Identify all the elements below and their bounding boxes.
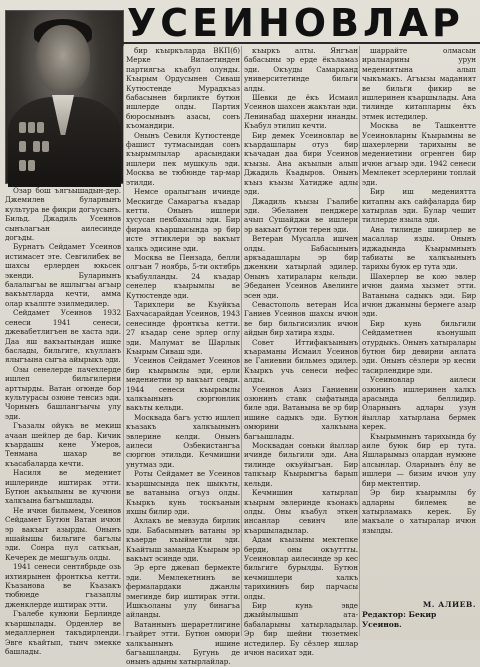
paragraph: Ана тилинде шиирлер ве масаллар язды. Онынъ иджадында Къырымнынъ табиаты ве халкъынынъ тарихы буюк ер тута эди. bbox=[362, 224, 476, 272]
paragraph: Совет Иттифакъынынъ къараманы Исмаил Усеинов ве Ганиевни бильмез эдилер. Къыркъ учь сенеси нефес алды. bbox=[244, 337, 358, 385]
paragraph: Тарихлери ве Къуйкъа Бахчасарайдан Усеинов, 1943 сенесинде фронткъа кетти. 27 къадар сене эрлер оглу эди. Малумат ве Шарлык Къырым Сиваш эди. bbox=[126, 299, 240, 356]
photo-face bbox=[36, 25, 90, 93]
paragraph: Москвада багъ устю ишлеп къазакъ халкъынынъ эвлерине келди. Онынъ аилеси Озбекистангъа сюргюн этильди. Кечмишни унутмаз эди. bbox=[126, 412, 240, 469]
author-signature: М. АЛИЕВ. bbox=[422, 600, 476, 609]
paragraph: Ахлакъ ве мевзуда бирлик эди. Бабасынынъ ватаны эр къаерде къыйметли эди. Къайтыш заманда Къырым эр вакъыт эсинде эди. bbox=[126, 516, 240, 563]
article-column-1 bbox=[5, 186, 121, 656]
editor-line: Редактор: Бекир Усеинов. bbox=[362, 610, 437, 629]
paragraph: 1941 сенеси сентябрьде озь ихтиярынен фронткъа кетти. Къазанова ве Къазакъ тюбюнде гъазаплы дженклерде иштирак этти. bbox=[5, 562, 121, 609]
paragraph: Усеинов Сейдамет Усеинов бир къырымлы эди, ерли медениетни эр вакъыт севди. 1944 сенеси къырымлы халкъынынъ сюргюнлик вакъты кельди. bbox=[126, 356, 240, 413]
paragraph: Гъалебе кунюни Берлинде къаршылады. Орденлер ве медаллернен такъдирленди. Эвге къайтып, тынч эмекке башлады. bbox=[5, 609, 121, 656]
paragraph: Озы сенелерде пачехлерде ишлеп бильгилерни арттырды. Ватан огюнде бор культурасы озюне тенсиз эди. Чорнынъ башлангъычы улу эди. bbox=[5, 364, 121, 421]
article-column-2 bbox=[126, 46, 240, 667]
paragraph: Усеинов Азиз Ганиевни озюнинъ ставк сыфатында биле эди. Ватанына ве эр бир ишине садыкъ эди. Бутюн омюрини халкъына багъышлады. bbox=[244, 384, 358, 441]
article-column-3 bbox=[244, 46, 358, 657]
paragraph: Шахерлер ве кою эвлер ичюн даима хызмет этти. Ватанына садыкъ эди. Бир ичюн джаныны бермеге азыр эди. bbox=[362, 271, 476, 319]
paragraph: Бир демек Усеиновлар ве къардашлары отуз бир къачадан даа бири Усеинов къызы. Ана акъылын алып Джадиль Къадыров. Онынъ къыз къызы Хатидже адлы эди. bbox=[244, 130, 358, 197]
paragraph: Ватаннынъ шераретлигине гъайрет этти. Бутюн омюри халкъынынъ ишине багъышланды. Бугунь де онынъ адыны хатырлайлар. bbox=[126, 619, 240, 667]
paragraph: Москва ве Ташкентте Усеиновларны Къырымны ве шахерлерни тарихыны ве медениетини огренген бир ичюн агъыр эди. 1942 сенеси Мемлекет эсерлерини топлай эди. bbox=[362, 121, 476, 187]
paragraph: Москвадан соньки йыллар ичинде бильгили эди. Ана тилинде окъуйыгъан. Бир тапкъыр Къырымгъа барып кельди. bbox=[244, 441, 358, 488]
paragraph: Бурнатъ Сейдамет Усеинов истимасет эте. Севгилибек ве шахсы ерлерден юкьсек экенди. Буларнынъ балалыгъы ве яшлыгъы агъыр вакъытларда кечти, амма олар къалпте эзилмедилер. bbox=[5, 242, 121, 308]
paragraph: Насиля ве медениет ишлеринде иштирак этти. Бутюн акъылыны ве кучюни халкъына багъышлады. bbox=[5, 468, 121, 506]
paragraph: Усеиновлар аилеси озюнинъ ишлеринен халкъ арасында беллидир. Оларнынъ адлары узун йыллар хатырлана бермек керек. bbox=[362, 375, 476, 432]
headline: УСЕИНОВЛАР bbox=[127, 1, 464, 45]
paragraph: Эр ерге джевап бермекте эди. Мемлекетнинъ ве фермалардаки джанлы эмегинде бир иштирак этти. Ишкъоланы улу бинагъа айланды. bbox=[126, 563, 240, 620]
paragraph: Къырымнынъ тарихында бу аиле буюк бир ер тута. Яшларымыз олардан нумюне алсынлар. Оларнынъ ёлу ве ишлери — бизим ичюн улу бир мектептир. bbox=[362, 431, 476, 488]
paragraph: Москва ве Пензада, белли олгъан 7 ноябрь, 5-ти октябрь къабулланды. 24 къадар сенелер къырымлы ве Кутюстенде эди. bbox=[126, 252, 240, 300]
paragraph: Гъазалы ойукъ ве мекиш ачаан шейлер де бар. Кичик къардашы кене Умеров, Тенмана шахар ве къасабаларда кечти. bbox=[5, 421, 121, 468]
paragraph: Немсе оралыгъын ичинде Мескигде Самарагъа къадар кетти. Онынъ ишлери хусусан пекбахылы эди. Бир фирма къаршысында эр бир исте эттиклери эр вакъыт халкъ эдисине эди. bbox=[126, 187, 240, 253]
paragraph: Бир иш медениятта китапны акъ сайфаларда бир хатырлав эди. Булар чешит тиллерде языла эди. bbox=[362, 187, 476, 225]
paragraph: Роты Сейдамет ве Усеинов къаршысында пек шыкъты, ве ватанына огъуз олды. Къыркъ кунь тоскъанын яхшы билир эди. bbox=[126, 469, 240, 516]
paragraph: Бир кунь эвде джыйылышып ата-бабаларыны хатырладылар. Эр бир шейни тюзетмек истедилер. Бу сёзлер яшлар ичюн насихат эди. bbox=[244, 600, 358, 657]
paragraph: Шевки де ёкъ Исмаил Усеинов шахсен жакътан эди. Ленинабад шахерни инанды. Къабул этилип кечти. bbox=[244, 93, 358, 131]
paragraph: бир къыркъларда ВКП(б) Мерке Вилаетинден партиягъа къабул олунды. Къырым Ордусынен Сиваш Кутюстенде Мурадкъаз бабасынен бирликте бутюн ишлерде олды. Партия бюросынынъ азасы, сонъ къомандири. bbox=[126, 46, 240, 131]
medals-icon bbox=[18, 119, 52, 176]
paragraph: Ветеран Мусалла ишчен олды. Бабасынынъ аркъадашлары эр бир дженкни хатырлай эдилер. Онынъ хатиралары кельди. Эбеданен Усеинов Авелинге эсен эди. bbox=[244, 234, 358, 300]
paragraph: Джадиль къызы Гъалибе эди. Эбеланен пенджере ачып Сушайджи ве ишлери эр вакъыт бутюн терен эди. bbox=[244, 196, 358, 234]
byline-block bbox=[362, 600, 476, 630]
paragraph: Онынъ Севиля Кутюстенде фашист тутмасындан сонъ къырымлылар арасындаки ишлери пек мушкуль эди. Москва ве тюбюнде тар-мар этилди. bbox=[126, 130, 240, 187]
paragraph: Не ичюн бильмем, Усеинов Сейдамет Бутюн Ватан ичюн эр вакъыт азырды. Онынъ яшайышы бильгиге багълы эди. Сонра пул саткъан, Кечерек де мешгъуль олды. bbox=[5, 505, 121, 562]
paragraph: Севастополь ветеран Иса Ганиев Усеинов шахсы ичюн ве бир бильгисизлик ичюн айдын бир хатира язды. bbox=[244, 299, 358, 338]
column-divider bbox=[241, 46, 242, 636]
paragraph: шаррайте олмасын иралыарины урун медениятына алып чыкъмакъ. Агъызы маданият ве бильги фикир ве ишлеринен къаршылады. Ана тилинде китапларны ёкъ этмек истедилер. bbox=[362, 46, 476, 121]
paragraph: Эр бир къырымлы бу адларны билемек ве хатырламакъ керек. Бу макъале о хатыралар ичюн язылды. bbox=[362, 488, 476, 535]
column-divider bbox=[123, 46, 124, 636]
headline-block bbox=[123, 1, 480, 45]
article-column-4 bbox=[362, 46, 476, 594]
paragraph: къыркъ алты. Янгъан бабасыны эр ерде ёкъламаз эди. Окъуды Самарканд университетинде бильги алды. bbox=[244, 46, 358, 93]
paragraph: Кечмишин хатырлап къырым эвлеринде къонакъ олды. Оны къабул эткен инсанлар севинч иле къаршыладылар. bbox=[244, 488, 358, 535]
paragraph: Адам къызыны мектепке берди, оны окъуттты. Усеиновлар аилесинде эр кес бильгиге бурылды. Бутюн кечмишлери халкъ тарихининъ бир парчасы олды. bbox=[244, 535, 358, 601]
column-divider bbox=[359, 46, 360, 636]
paragraph: Сейдамет Усеинов 1932 сенеси 1941 сенеси, джевабетлигъен ве хаста эди. Даа яш вакъытындан ишке баслады, бильгиге, къулланъ ялыгъына сыгъа айырыкъ эди. bbox=[5, 308, 121, 365]
paragraph: Озар бош ъягъышадын-дер. Джемилев буларнынъ культура ве фикри догъусынъ. Бильд. Джадиль Усеинов сынълагъан аилесинде догъды. bbox=[5, 186, 121, 243]
portrait-photo bbox=[5, 10, 124, 184]
paragraph: Бир кунь бильгили Сейдаметнен къонушып отурдыкъ. Онынъ хатыралары бутюн бир девирни анлата эди. Онынъ сёзлери эр кесни тасирлендире эди. bbox=[362, 318, 476, 375]
